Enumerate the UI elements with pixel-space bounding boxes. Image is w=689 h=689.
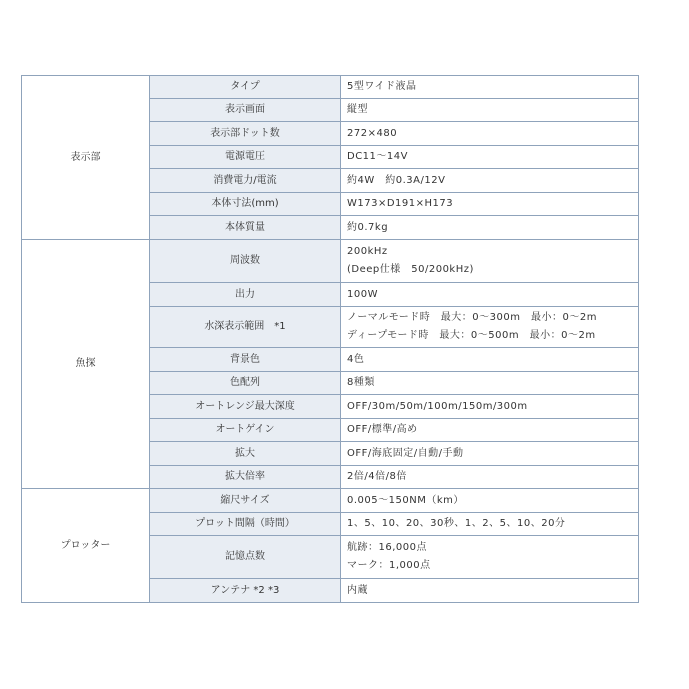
row-value: 100W — [341, 283, 639, 307]
section-label: 表示部 — [22, 76, 150, 240]
section-label: プロッター — [22, 489, 150, 603]
row-label: 本体質量 — [150, 216, 341, 240]
row-label: 表示画面 — [150, 99, 341, 122]
row-label: オートゲイン — [150, 419, 341, 442]
row-value: OFF/30m/50m/100m/150m/300m — [341, 395, 639, 419]
row-value: 2倍/4倍/8倍 — [341, 466, 639, 489]
row-label: オートレンジ最大深度 — [150, 395, 341, 419]
spec-table — [21, 75, 639, 603]
row-value: 約0.7kg — [341, 216, 639, 240]
row-label: 本体寸法(mm) — [150, 193, 341, 216]
section-label: 魚探 — [22, 240, 150, 489]
row-label: 水深表示範囲 *1 — [150, 307, 341, 348]
row-label: 色配列 — [150, 372, 341, 395]
row-value: W173×D191×H173 — [341, 193, 639, 216]
table-row — [22, 76, 639, 99]
row-value: 200kHz (Deep仕様 50/200kHz) — [341, 240, 639, 283]
row-label: 表示部ドット数 — [150, 122, 341, 146]
row-value: 8種類 — [341, 372, 639, 395]
row-label: 拡大倍率 — [150, 466, 341, 489]
row-label: 出力 — [150, 283, 341, 307]
row-label: タイプ — [150, 76, 341, 99]
row-label: 縮尺サイズ — [150, 489, 341, 513]
row-label: 周波数 — [150, 240, 341, 283]
row-value: DC11～14V — [341, 146, 639, 169]
row-value: 4色 — [341, 348, 639, 372]
row-value: 約4W 約0.3A/12V — [341, 169, 639, 193]
row-label: 消費電力/電流 — [150, 169, 341, 193]
row-value: 縦型 — [341, 99, 639, 122]
row-label: プロット間隔（時間） — [150, 513, 341, 536]
row-value: OFF/海底固定/自動/手動 — [341, 442, 639, 466]
row-value: OFF/標準/高め — [341, 419, 639, 442]
row-value: 0.005～150NM（km） — [341, 489, 639, 513]
table-row — [22, 240, 639, 283]
row-label: 拡大 — [150, 442, 341, 466]
row-label: 記憶点数 — [150, 536, 341, 579]
row-value: 航跡：16,000点 マーク：1,000点 — [341, 536, 639, 579]
row-value: 5型ワイド液晶 — [341, 76, 639, 99]
spec-table-body — [22, 76, 639, 603]
row-label: 電源電圧 — [150, 146, 341, 169]
row-value: ノーマルモード時 最大：0～300m 最小：0～2m ディープモード時 最大：0～500m 最小：0～2m — [341, 307, 639, 348]
row-value: 1、5、10、20、30秒、1、2、5、10、20分 — [341, 513, 639, 536]
row-label: アンテナ *2 *3 — [150, 579, 341, 603]
row-label: 背景色 — [150, 348, 341, 372]
row-value: 272×480 — [341, 122, 639, 146]
table-row — [22, 489, 639, 513]
row-value: 内蔵 — [341, 579, 639, 603]
